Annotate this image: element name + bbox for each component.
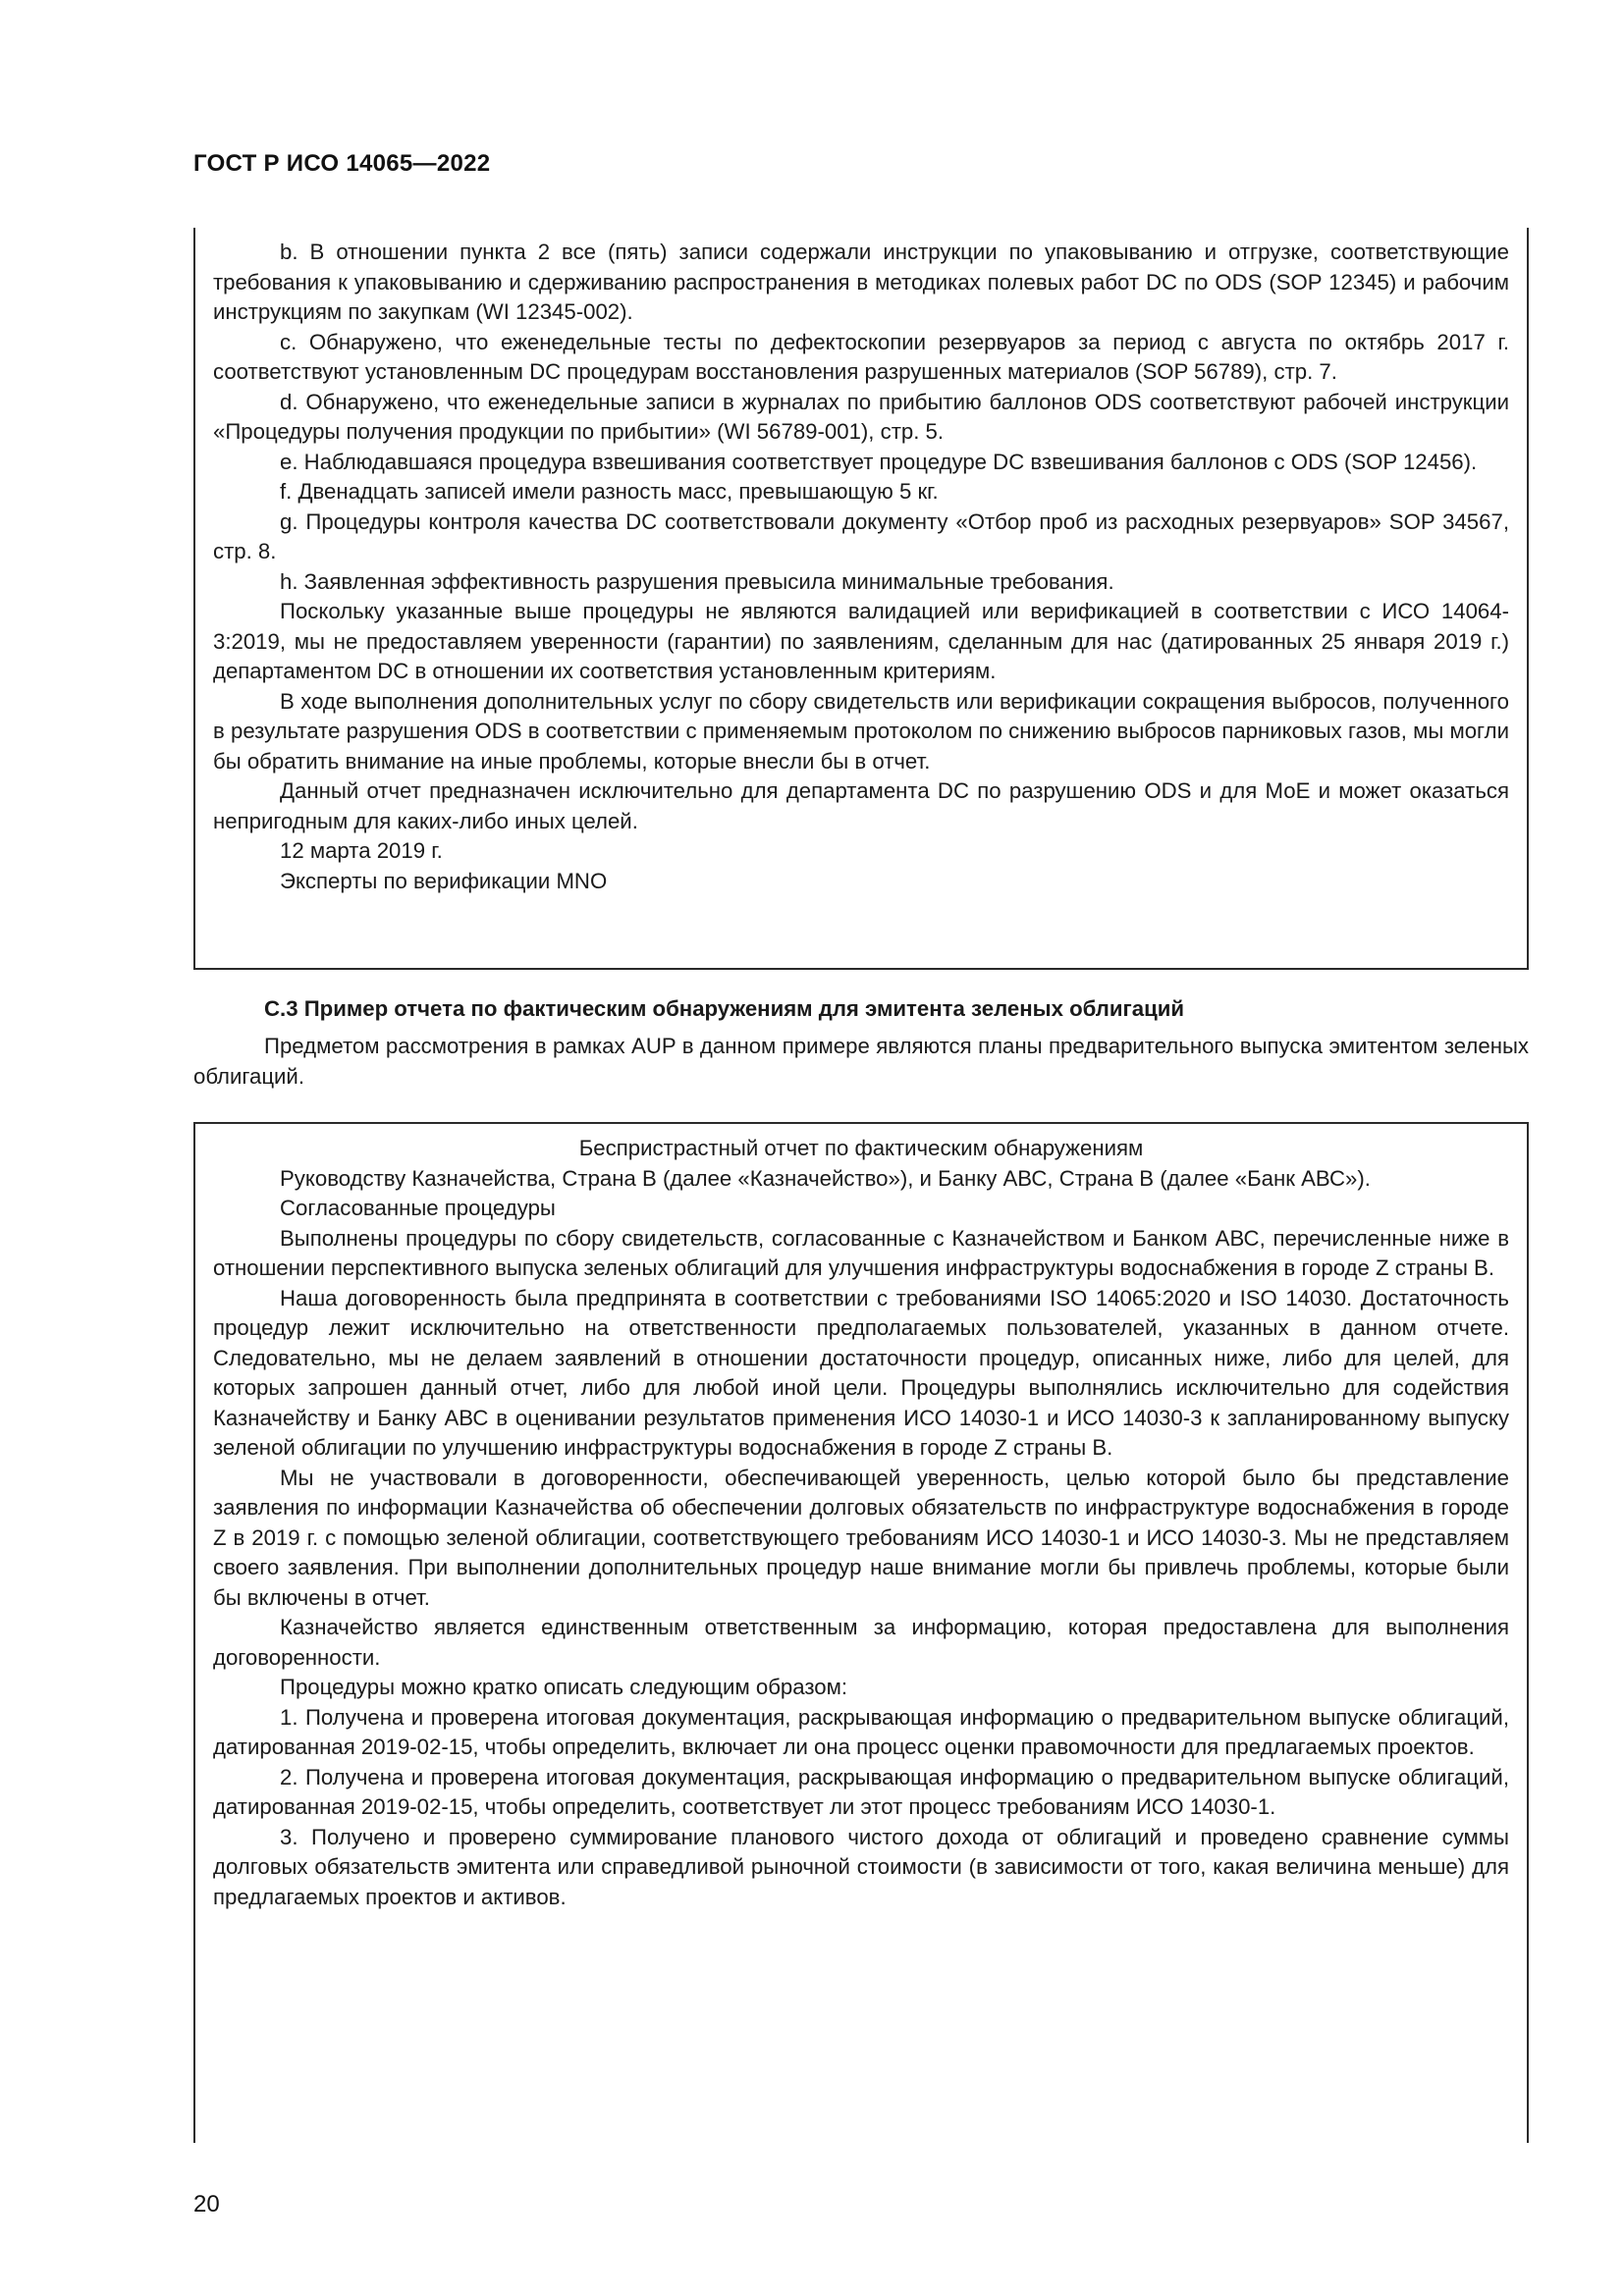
paragraph-agreement: Наша договоренность была предпринята в соответствии с требованиями ISO 14065:2020 и ISO 14030. Достаточность процедур лежит исключительно на ответственности предполагаемых пользователей, указанных в данном отчете. Следовательно, мы не делаем заявлений в отношении достаточности процедур, описанных ниже, либо для целей, для которых запрошен данный отчет, либо для любой иной цели. Процедуры выполнялись исключительно для содействия Казначейству и Банку АВС в оценивании результатов применения ИСО 14030-1 и ИСО 14030-3 к запланированному выпуску зеленой облигации по улучшению инфраструктуры водоснабжения в городе Z страны В. [213,1285,1509,1460]
document-header: ГОСТ Р ИСО 14065—2022 [193,150,491,177]
section-intro: Предметом рассмотрения в рамках AUP в данном примере являются планы предварительного выпуска эмитентом зеленых облигаций. [193,1034,1529,1089]
paragraph-item-e: e. Наблюдавшаяся процедура взвешивания соответствует процедуре DC взвешивания баллонов с ODS (SOP 12456). [280,449,1478,474]
paragraph-addressee: Руководству Казначейства, Страна В (далее «Казначейство»), и Банку АВС, Страна В (далее «Банк АВС»). [280,1165,1371,1191]
paragraph-additional-services: В ходе выполнения дополнительных услуг по сбору свидетельств или верификации сокращения выбросов, полученного в результате разрушения ODS в соответствии с применяемым протоколом по снижению выбросов парниковых газов, мы могли бы обратить внимание на иные проблемы, которые внесли бы в отчет. [213,688,1509,774]
list-item-1: 1. Получена и проверена итоговая документация, раскрывающая информацию о предварительном выпуске облигаций, датированная 2019-02-15, чтобы определить, включает ли она процесс оценки правомочности для предлагаемых проектов. [213,1704,1509,1759]
paragraph-item-c: c. Обнаружено, что еженедельные тесты по дефектоскопии резервуаров за период с августа по октябрь 2017 г. соответствуют установленным DC процедурам восстановления разрушенных материалов (SOP 56789), стр. 7. [213,329,1509,384]
list-item-2: 2. Получена и проверена итоговая документация, раскрывающая информацию о предварительном выпуске облигаций, датированная 2019-02-15, чтобы определить, соответствует ли этот процесс требованиям ИСО 14030-1. [213,1764,1509,1819]
page-number: 20 [193,2191,220,2217]
paragraph-subheading: Согласованные процедуры [280,1196,556,1220]
paragraph-intended-use: Данный отчет предназначен исключительно для департамента DC по разрушению ODS и для МоЕ и может оказаться непригодным для каких-либо иных целей. [213,778,1509,833]
section-heading: С.3 Пример отчета по фактическим обнаружениям для эмитента зеленых облигаций [264,996,1185,1021]
report-box-green-bonds [193,1122,1529,2143]
paragraph-item-g: g. Процедуры контроля качества DC соответствовали документу «Отбор проб из расходных резервуаров» SOP 34567, стр. 8. [213,508,1509,563]
report-box-ods [193,228,1529,970]
paragraph-item-f: f. Двенадцать записей имели разность масс, превышающую 5 кг. [280,479,939,504]
paragraph-item-b: b. В отношении пункта 2 все (пять) записи содержали инструкции по упаковыванию и отгрузке, соответствующие требования к упаковыванию и сдерживанию распространения в методиках полевых работ DC по ODS (SOP 12345) и рабочим инструкциям по закупкам (WI 12345-002). [213,240,1509,324]
paragraph-responsibility: Казначейство является единственным ответственным за информацию, которая предоставлена для выполнения договоренности. [213,1615,1509,1670]
report-signature: Эксперты по верификации MNO [280,868,608,893]
paragraph-summary-intro: Процедуры можно кратко описать следующим образом: [280,1675,848,1699]
paragraph-no-assurance: Мы не участвовали в договоренности, обеспечивающей уверенность, целью которой было бы представление заявления по информации Казначейства об обеспечении долговых обязательств по инфраструктуре водоснабжения в городе Z в 2019 г. с помощью зеленой облигации, соответствующего требованиям ИСО 14030-1 и ИСО 14030-3. Мы не представляем своего заявления. При выполнении дополнительных процедур наше внимание могли бы привлечь проблемы, которые были бы включены в отчет. [213,1465,1509,1610]
report-date: 12 марта 2019 г. [280,838,443,863]
paragraph-procedures: Выполнены процедуры по сбору свидетельств, согласованные с Казначейством и Банком АВС, перечисленные ниже в отношении перспективного выпуска зеленых облигаций для улучшения инфраструктуры водоснабжения в городе Z страны В. [213,1225,1509,1280]
list-item-3: 3. Получено и проверено суммирование планового чистого дохода от облигаций и проведено сравнение суммы долговых обязательств эмитента или справедливой рыночной стоимости (в зависимости от того, какая величина меньше) для предлагаемых проектов и активов. [213,1824,1509,1909]
paragraph-item-h: h. Заявленная эффективность разрушения превысила минимальные требования. [280,568,1114,594]
paragraph-item-d: d. Обнаружено, что еженедельные записи в журналах по прибытию баллонов ODS соответствуют рабочей инструкции «Процедуры получения продукции по прибытии» (WI 56789-001), стр. 5. [213,389,1509,444]
report-title: Беспристрастный отчет по фактическим обнаружениям [578,1136,1144,1160]
paragraph-assurance: Поскольку указанные выше процедуры не являются валидацией или верификацией в соответствии с ИСО 14064-3:2019, мы не предоставляем уверенности (гарантии) по заявлениям, сделанным для нас (датированных 25 января 2019 г.) департаментом DC в отношении их соответствия установленным критериям. [213,599,1509,683]
